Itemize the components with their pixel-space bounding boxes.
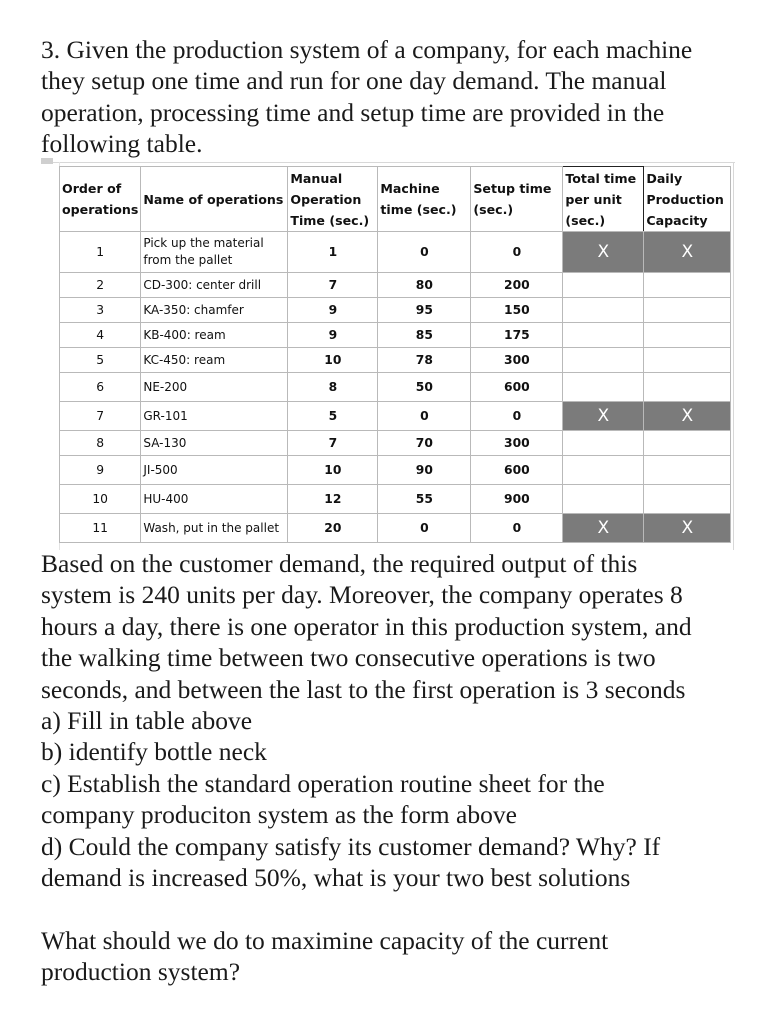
cell-order: 6: [60, 373, 141, 402]
cell-manual: 12: [288, 485, 378, 514]
cell-setup: 600: [471, 456, 563, 485]
cell-machine: 95: [378, 298, 471, 323]
cell-order: 4: [60, 323, 141, 348]
cell-manual: 9: [288, 323, 378, 348]
cell-order: 3: [60, 298, 141, 323]
header-capacity: Daily Production Capacity: [644, 167, 731, 232]
cell-manual: 7: [288, 273, 378, 298]
cell-setup: 300: [471, 348, 563, 373]
sheet-corner: [41, 158, 53, 164]
cell-capacity[interactable]: [644, 456, 731, 485]
cell-setup: 200: [471, 273, 563, 298]
header-machine: Machine time (sec.): [378, 167, 471, 232]
cell-name: NE-200: [141, 373, 288, 402]
header-name: Name of operations: [141, 167, 288, 232]
cell-total[interactable]: [563, 273, 644, 298]
body-line: seconds, and between the last to the first operation is 3 seconds: [41, 674, 686, 704]
part-d-continued: demand is increased 50%, what is your two best solutions: [41, 863, 631, 893]
cell-total[interactable]: [563, 348, 644, 373]
cell-machine: 0: [378, 402, 471, 431]
question-intro: [41, 34, 741, 160]
table-row: [60, 273, 731, 298]
cell-manual: 10: [288, 456, 378, 485]
part-d: d) Could the company satisfy its customer demand? Why? If: [41, 831, 661, 861]
header-setup: Setup time (sec.): [471, 167, 563, 232]
cell-capacity[interactable]: [644, 273, 731, 298]
cell-machine: 0: [378, 232, 471, 273]
cell-capacity-x: X: [644, 402, 731, 431]
cell-name: KA-350: chamfer: [141, 298, 288, 323]
cell-manual: 7: [288, 431, 378, 456]
cell-total-x: X: [563, 402, 644, 431]
cell-name: CD-300: center drill: [141, 273, 288, 298]
cell-total[interactable]: [563, 456, 644, 485]
cell-name: KC-450: ream: [141, 348, 288, 373]
cell-name: HU-400: [141, 485, 288, 514]
cell-machine: 78: [378, 348, 471, 373]
cell-capacity[interactable]: [644, 431, 731, 456]
cell-total-x: X: [563, 232, 644, 273]
cell-order: 2: [60, 273, 141, 298]
cell-setup: 150: [471, 298, 563, 323]
body-line: Based on the customer demand, the required output of this: [41, 549, 638, 578]
body-line: system is 240 units per day. Moreover, the company operates 8: [41, 580, 683, 610]
cell-setup: 600: [471, 373, 563, 402]
part-c: c) Establish the standard operation routine sheet for the: [41, 768, 605, 798]
table-row: [60, 348, 731, 373]
cell-machine: 80: [378, 273, 471, 298]
cell-setup: 0: [471, 514, 563, 543]
cell-total[interactable]: [563, 431, 644, 456]
cell-name: SA-130: [141, 431, 288, 456]
cell-order: 1: [60, 232, 141, 273]
question-body: [41, 548, 741, 893]
cell-name: Pick up the material from the pallet: [141, 232, 288, 273]
intro-line: 3. Given the production system of a company, for each machine: [41, 35, 693, 64]
closing-question: [41, 925, 741, 988]
table-row: [60, 402, 731, 431]
cell-setup: 300: [471, 431, 563, 456]
cell-setup: 0: [471, 232, 563, 273]
cell-order: 10: [60, 485, 141, 514]
intro-line: operation, processing time and setup time are provided in the: [41, 97, 665, 127]
cell-name: GR-101: [141, 402, 288, 431]
cell-machine: 90: [378, 456, 471, 485]
cell-capacity-x: X: [644, 514, 731, 543]
body-line: hours a day, there is one operator in this production system, and: [41, 611, 692, 641]
cell-order: 9: [60, 456, 141, 485]
table-row: [60, 323, 731, 348]
table-header-row: [60, 167, 731, 232]
part-a: a) Fill in table above: [41, 706, 253, 736]
cell-name: Wash, put in the pallet: [141, 514, 288, 543]
cell-setup: 175: [471, 323, 563, 348]
cell-machine: 50: [378, 373, 471, 402]
cell-manual: 9: [288, 298, 378, 323]
cell-capacity[interactable]: [644, 348, 731, 373]
cell-manual: 5: [288, 402, 378, 431]
table-row: [60, 431, 731, 456]
table-row: [60, 232, 731, 273]
part-b: b) identify bottle neck: [41, 737, 267, 767]
cell-manual: 20: [288, 514, 378, 543]
table-row: [60, 514, 731, 543]
cell-name: KB-400: ream: [141, 323, 288, 348]
cell-total[interactable]: [563, 298, 644, 323]
cell-setup: 900: [471, 485, 563, 514]
table-row: [60, 298, 731, 323]
cell-machine: 55: [378, 485, 471, 514]
table-row: [60, 485, 731, 514]
cell-capacity[interactable]: [644, 485, 731, 514]
cell-manual: 1: [288, 232, 378, 273]
header-total: Total time per unit (sec.): [563, 167, 644, 232]
sheet-top-border: [41, 162, 735, 163]
cell-name: JI-500: [141, 456, 288, 485]
header-order: Order of operations: [60, 167, 141, 232]
cell-setup: 0: [471, 402, 563, 431]
cell-machine: 0: [378, 514, 471, 543]
cell-capacity-x: X: [644, 232, 731, 273]
cell-total-x: X: [563, 514, 644, 543]
operations-table: [59, 166, 731, 543]
cell-manual: 10: [288, 348, 378, 373]
body-line: the walking time between two consecutive operations is two: [41, 643, 656, 673]
cell-total[interactable]: [563, 485, 644, 514]
cell-order: 8: [60, 431, 141, 456]
intro-line: following table.: [41, 129, 203, 159]
closing-line: production system?: [41, 957, 241, 987]
cell-order: 7: [60, 402, 141, 431]
spreadsheet-excerpt: [41, 158, 735, 550]
cell-capacity[interactable]: [644, 298, 731, 323]
closing-line: What should we do to maximine capacity of the current: [41, 926, 609, 955]
intro-line: they setup one time and run for one day demand. The manual: [41, 66, 667, 96]
cell-order: 11: [60, 514, 141, 543]
cell-total[interactable]: [563, 323, 644, 348]
cell-capacity[interactable]: [644, 323, 731, 348]
cell-machine: 70: [378, 431, 471, 456]
table-row: [60, 373, 731, 402]
cell-manual: 8: [288, 373, 378, 402]
table-row: [60, 456, 731, 485]
cell-machine: 85: [378, 323, 471, 348]
part-c-continued: company produciton system as the form above: [41, 800, 517, 830]
header-manual: Manual Operation Time (sec.): [288, 167, 378, 232]
sheet-right-border: [733, 162, 734, 550]
cell-capacity[interactable]: [644, 373, 731, 402]
cell-total[interactable]: [563, 373, 644, 402]
cell-order: 5: [60, 348, 141, 373]
